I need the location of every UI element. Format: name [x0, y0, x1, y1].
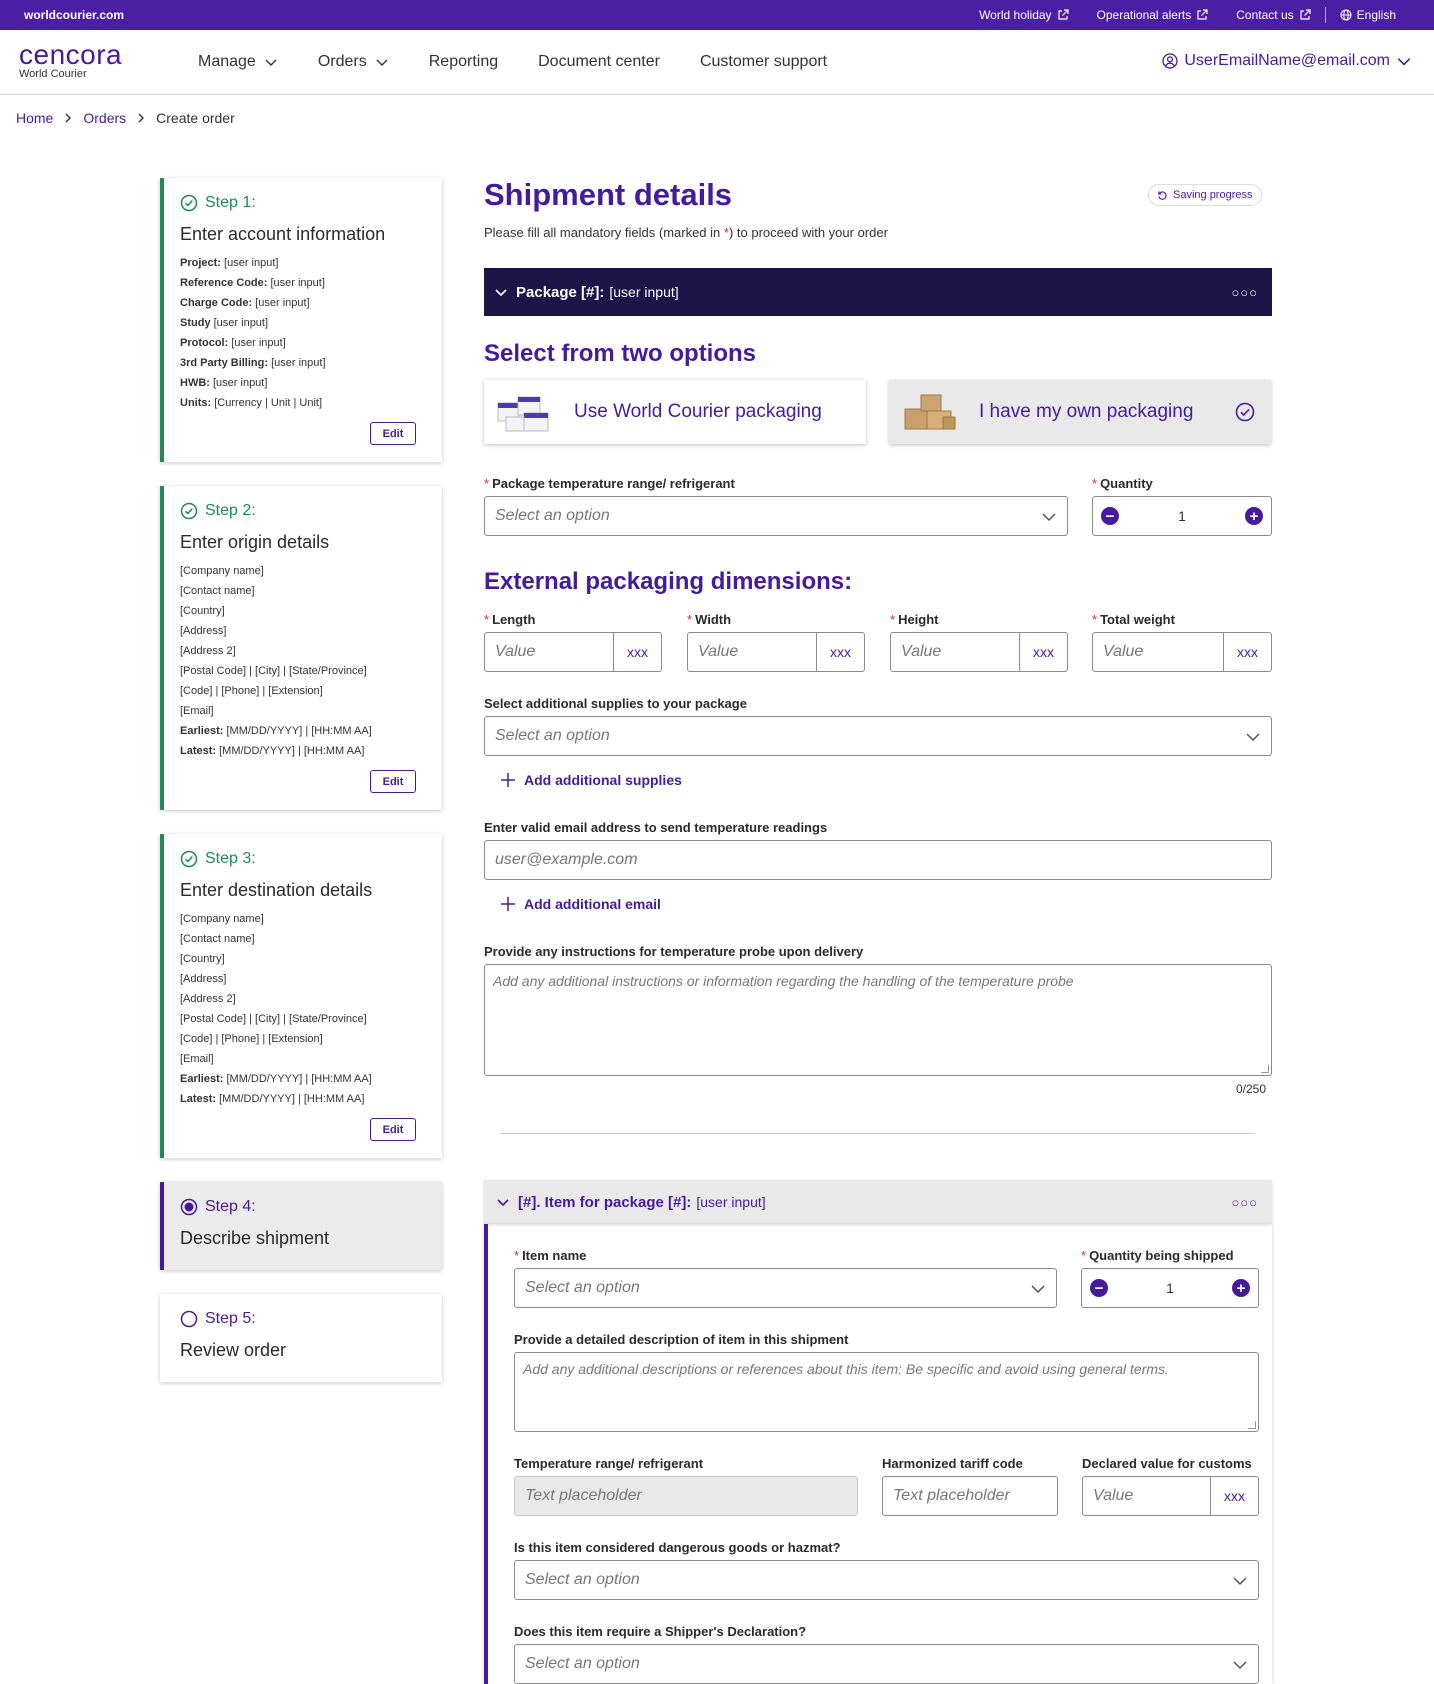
chevron-down-icon [1232, 1574, 1248, 1588]
summary-line: [Address 2] [180, 993, 236, 1005]
dimensions-heading: External packaging dimensions: [484, 568, 853, 595]
main-nav [198, 30, 827, 94]
nav-orders-label: Orders [317, 53, 367, 70]
total-weight-input[interactable]: Value xxx [1092, 632, 1272, 672]
step-status [180, 850, 424, 868]
step-status [180, 502, 424, 520]
tariff-code-input[interactable]: Text placeholder [882, 1476, 1058, 1516]
step-title: Enter account information [180, 224, 386, 244]
total-weight-label: * Total weight [1092, 612, 1175, 627]
saving-progress-badge [1148, 184, 1262, 206]
step-number: Step 2: [205, 502, 256, 519]
summary-line: Earliest: [MM/DD/YYYY] | [HH:MM AA] [180, 1073, 372, 1085]
summary-line: [Contact name] [180, 933, 255, 945]
check-circle-icon [1235, 402, 1255, 422]
option-label: Use World Courier packaging [574, 401, 822, 422]
step-status [180, 194, 424, 212]
summary-line: [Country] [180, 953, 225, 965]
summary-line: Project: [user input] [180, 257, 279, 269]
operational-alerts-label: Operational alerts [1096, 8, 1192, 22]
chevron-down-icon [1245, 730, 1261, 744]
step-summary [180, 253, 424, 413]
nav-orders[interactable] [318, 53, 389, 71]
chevron-down-icon [1232, 1658, 1248, 1672]
declared-value-label: Declared value for customs [1082, 1456, 1252, 1471]
hazmat-label: Is this item considered dangerous goods or hazmat? [514, 1540, 841, 1555]
unit-selector[interactable]: xxx [1019, 633, 1067, 671]
contact-us-label: Contact us [1236, 8, 1294, 22]
plus-icon[interactable]: + [1232, 1279, 1250, 1297]
step-summary [180, 909, 424, 1109]
plus-icon[interactable]: + [1245, 507, 1263, 525]
brand-sub: World Courier [19, 68, 87, 80]
summary-line: [Address] [180, 973, 227, 985]
summary-line: Study [user input] [180, 317, 269, 329]
breadcrumb-home[interactable]: Home [16, 110, 54, 126]
summary-line: [Code] | [Phone] | [Extension] [180, 685, 323, 697]
summary-line: [Country] [180, 605, 225, 617]
summary-line: [Contact name] [180, 585, 255, 597]
summary-line: [Company name] [180, 565, 264, 577]
add-email-button[interactable]: Add additional email [500, 896, 661, 912]
saving-label: Saving progress [1173, 189, 1253, 201]
description-textarea[interactable]: Add any additional descriptions or references about this item: Be specific and avoid using general terms. [514, 1352, 1259, 1432]
chevron-down-icon [375, 55, 389, 69]
summary-line: [Email] [180, 705, 214, 717]
step-number: Step 1: [205, 194, 256, 211]
nav-reporting[interactable]: Reporting [428, 53, 499, 70]
logo[interactable] [19, 40, 122, 80]
item-name-label: * Item name [514, 1248, 587, 1263]
unit-selector[interactable]: xxx [1210, 1477, 1258, 1515]
step-card-4[interactable] [160, 1182, 442, 1270]
globe-icon [1340, 9, 1352, 21]
step-card-1 [160, 178, 442, 462]
character-counter: 0/250 [1236, 1082, 1267, 1096]
package-label: Package [#]: [516, 283, 605, 301]
options-heading: Select from two options [484, 340, 757, 367]
main-header [0, 30, 1434, 95]
summary-line: HWB: [user input] [180, 377, 268, 389]
refresh-icon [1157, 190, 1168, 201]
item-quantity-label: * Quantity being shipped [1081, 1248, 1234, 1263]
chevron-down-icon [494, 285, 508, 299]
minus-icon[interactable]: − [1101, 507, 1119, 525]
step-title: Enter origin details [180, 532, 330, 552]
contact-us-link[interactable] [1222, 8, 1324, 22]
breadcrumb-orders[interactable]: Orders [83, 110, 127, 126]
radio-selected-icon [180, 1198, 198, 1216]
chevron-right-icon [63, 113, 73, 123]
more-options-icon[interactable]: ○○○ [1231, 1195, 1258, 1210]
summary-line: [Address 2] [180, 645, 236, 657]
step-title: Enter destination details [180, 880, 373, 900]
external-link-icon [1299, 9, 1311, 21]
height-input[interactable]: Value xxx [890, 632, 1068, 672]
supplies-label: Select additional supplies to your package [484, 696, 747, 711]
step-status [180, 1198, 424, 1216]
site-link[interactable]: worldcourier.com [24, 8, 125, 22]
more-options-icon[interactable]: ○○○ [1231, 285, 1258, 300]
plus-icon [500, 772, 516, 788]
temperature-range-input: Text placeholder [514, 1476, 858, 1516]
summary-line: Charge Code: [user input] [180, 297, 310, 309]
add-supplies-button[interactable]: Add additional supplies [500, 772, 682, 788]
chevron-down-icon [496, 1195, 510, 1209]
summary-line: Reference Code: [user input] [180, 277, 325, 289]
intro-text: Please fill all mandatory fields (marked in *) to proceed with your order [484, 225, 888, 240]
nav-customer-support[interactable]: Customer support [699, 53, 828, 70]
step-status [180, 1310, 424, 1328]
user-menu[interactable] [1162, 52, 1412, 70]
option-world-courier-packaging[interactable] [484, 380, 866, 444]
step-card-2 [160, 486, 442, 810]
minus-icon[interactable]: − [1090, 1279, 1108, 1297]
unit-selector[interactable]: xxx [613, 633, 661, 671]
check-circle-icon [180, 502, 198, 520]
step-number: Step 4: [205, 1198, 256, 1215]
supplies-select[interactable]: Select an option [484, 716, 1272, 756]
package-boxes-icon [494, 389, 556, 435]
check-circle-icon [180, 850, 198, 868]
resize-handle[interactable] [1261, 1065, 1269, 1073]
item-value: [user input] [696, 1194, 766, 1210]
summary-line: [Code] | [Phone] | [Extension] [180, 1033, 323, 1045]
world-holiday-link[interactable] [965, 8, 1082, 22]
external-link-icon [1057, 9, 1069, 21]
quantity-value: 1 [1178, 508, 1186, 524]
unit-selector[interactable]: xxx [816, 633, 864, 671]
step-number: Step 3: [205, 850, 256, 867]
chevron-down-icon [1041, 510, 1057, 524]
cardboard-boxes-icon [899, 389, 961, 435]
nav-manage[interactable] [198, 53, 278, 71]
temperature-range-label: Temperature range/ refrigerant [514, 1456, 704, 1471]
email-input[interactable]: user@example.com [484, 840, 1272, 880]
summary-line: [Email] [180, 1053, 214, 1065]
item-quantity-stepper[interactable] [1081, 1268, 1259, 1308]
item-name-select[interactable]: Select an option [514, 1268, 1057, 1308]
probe-instructions-textarea[interactable]: Add any additional instructions or information regarding the handling of the temperature probe [484, 964, 1272, 1076]
brand-name: cencora [19, 39, 123, 70]
quantity-label: * Quantity [1092, 476, 1153, 491]
step-title: Describe shipment [180, 1228, 330, 1248]
breadcrumb [16, 110, 235, 126]
user-email: UserEmailName@email.com [1184, 52, 1390, 69]
tariff-code-label: Harmonized tariff code [882, 1456, 1023, 1471]
utility-bar [0, 0, 1434, 30]
summary-line: [Postal Code] | [City] | [State/Province] [180, 665, 367, 677]
step-card-5[interactable] [160, 1294, 442, 1382]
user-icon [1162, 53, 1178, 69]
probe-instructions-label: Provide any instructions for temperature probe upon delivery [484, 944, 864, 959]
section-divider [500, 1133, 1255, 1134]
step-number: Step 5: [205, 1310, 256, 1327]
temperature-label: * Package temperature range/ refrigerant [484, 476, 735, 491]
nav-document-center[interactable]: Document center [538, 53, 660, 70]
edit-step-2-button[interactable]: Edit [370, 770, 416, 793]
item-accordion-header[interactable] [484, 1180, 1272, 1224]
width-input[interactable]: Value xxx [687, 632, 865, 672]
summary-line: [Company name] [180, 913, 264, 925]
description-label: Provide a detailed description of item in this shipment [514, 1332, 849, 1347]
quantity-value: 1 [1166, 1280, 1174, 1296]
summary-line: Protocol: [user input] [180, 337, 286, 349]
package-value: [user input] [609, 284, 679, 300]
summary-line: [Postal Code] | [City] | [State/Province] [180, 1013, 367, 1025]
shipper-declaration-label: Does this item require a Shipper's Declaration? [514, 1624, 807, 1639]
language-selector[interactable] [1326, 8, 1410, 22]
summary-line: Latest: [MM/DD/YYYY] | [HH:MM AA] [180, 1093, 365, 1105]
chevron-right-icon [136, 113, 146, 123]
check-circle-icon [180, 194, 198, 212]
email-label: Enter valid email address to send temperature readings [484, 820, 828, 835]
temperature-select[interactable]: Select an option [484, 496, 1068, 536]
plus-icon [500, 896, 516, 912]
shipper-declaration-select[interactable]: Select an option [514, 1644, 1259, 1684]
edit-step-1-button[interactable]: Edit [370, 422, 416, 445]
summary-line: Units: [Currency | Unit | Unit] [180, 397, 323, 409]
summary-line: Latest: [MM/DD/YYYY] | [HH:MM AA] [180, 745, 365, 757]
step-title: Review order [180, 1340, 287, 1360]
operational-alerts-link[interactable] [1083, 8, 1223, 22]
utility-links [965, 0, 1410, 30]
length-label: * Length [484, 612, 536, 627]
option-own-packaging[interactable] [889, 380, 1271, 444]
step-summary [180, 561, 424, 761]
length-input[interactable]: Value xxx [484, 632, 662, 672]
summary-line: Earliest: [MM/DD/YYYY] | [HH:MM AA] [180, 725, 372, 737]
declared-value-input[interactable]: Value xxx [1082, 1476, 1259, 1516]
quantity-stepper[interactable] [1092, 496, 1272, 536]
language-label: English [1356, 8, 1396, 22]
world-holiday-label: World holiday [979, 8, 1052, 22]
resize-handle[interactable] [1248, 1421, 1256, 1429]
breadcrumb-current: Create order [156, 110, 235, 126]
summary-line: [Address] [180, 625, 227, 637]
width-label: * Width [687, 612, 732, 627]
chevron-down-icon [1030, 1282, 1046, 1296]
unit-selector[interactable]: xxx [1223, 633, 1271, 671]
step-card-3 [160, 834, 442, 1158]
option-label: I have my own packaging [979, 401, 1194, 422]
package-accordion-header[interactable] [484, 268, 1272, 316]
radio-empty-icon [180, 1310, 198, 1328]
summary-line: 3rd Party Billing: [user input] [180, 357, 326, 369]
height-label: * Height [890, 612, 939, 627]
chevron-down-icon [264, 55, 278, 69]
page-title: Shipment details [484, 177, 733, 212]
hazmat-select[interactable]: Select an option [514, 1560, 1259, 1600]
item-label: [#]. Item for package [#]: [518, 1193, 692, 1211]
nav-manage-label: Manage [198, 53, 256, 70]
external-link-icon [1196, 9, 1208, 21]
chevron-down-icon [1396, 53, 1412, 69]
edit-step-3-button[interactable]: Edit [370, 1118, 416, 1141]
